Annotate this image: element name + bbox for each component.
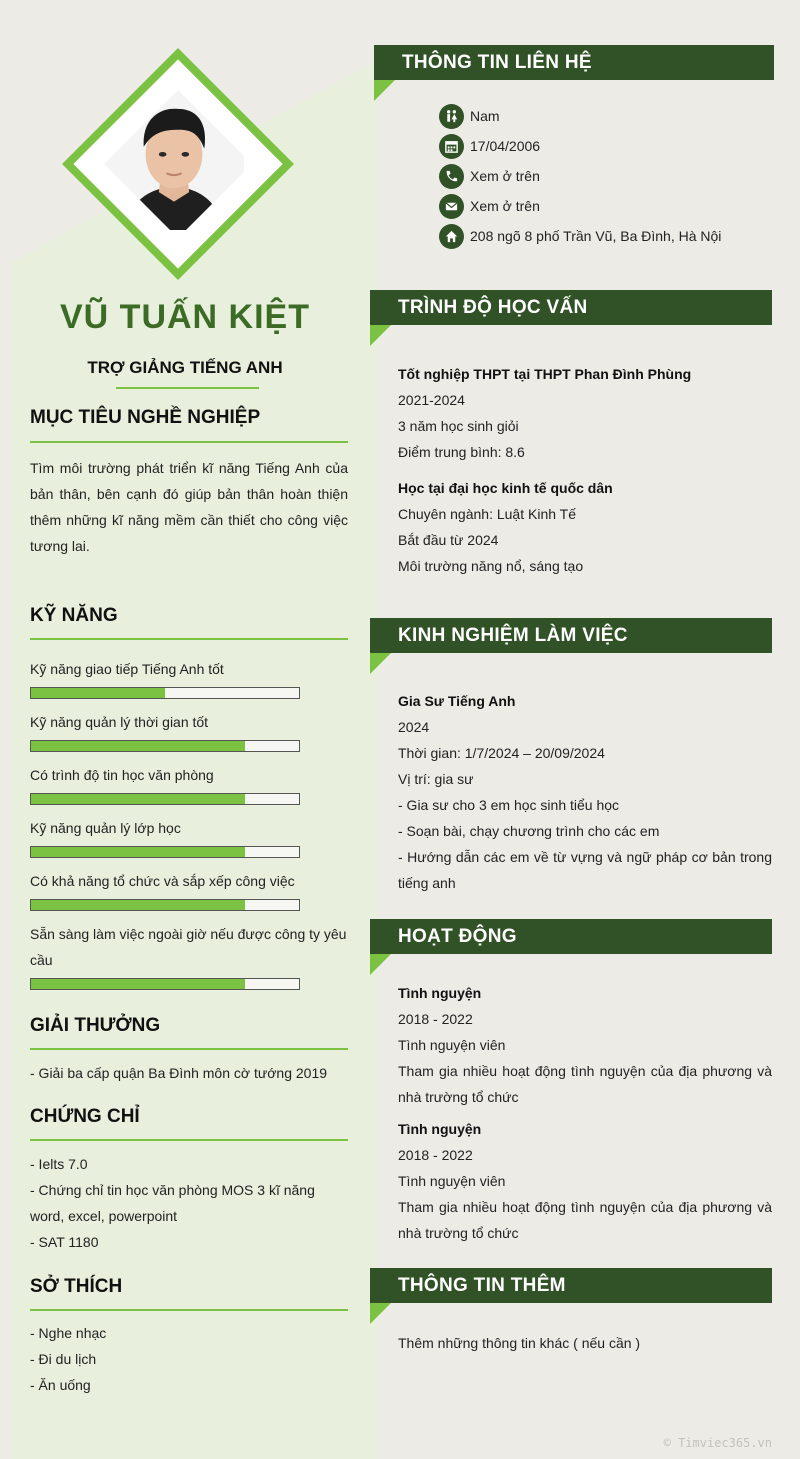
phone-icon	[439, 164, 464, 189]
skill-bar	[30, 978, 300, 990]
contact-header: THÔNG TIN LIÊN HỆ	[374, 45, 774, 80]
education-line: Chuyên ngành: Luật Kinh Tế	[398, 506, 576, 522]
experience-line: - Gia sư cho 3 em học sinh tiểu học	[398, 797, 620, 813]
experience-line: - Soạn bài, chạy chương trình cho các em	[398, 823, 660, 839]
activity-entry	[398, 980, 772, 1110]
activity-heading: Tình nguyện	[398, 985, 482, 1001]
skill-bar	[30, 687, 300, 699]
skill-bar-fill	[31, 900, 245, 910]
certificate-item: - SAT 1180	[30, 1234, 99, 1250]
awards-divider	[30, 1048, 348, 1050]
calendar-icon	[439, 134, 464, 159]
education-entry	[398, 361, 772, 465]
education-entry	[398, 475, 772, 579]
home-icon	[439, 224, 464, 249]
skill-bar	[30, 899, 300, 911]
activity-line: Tham gia nhiều hoạt động tình nguyện của địa phương và nhà trường tổ chức	[398, 1063, 772, 1105]
objective-divider	[30, 441, 348, 443]
experience-header: KINH NGHIỆM LÀM VIỆC	[370, 618, 772, 653]
skill-bar-fill	[31, 847, 245, 857]
contact-header-fold	[374, 80, 395, 101]
activity-line: Tham gia nhiều hoạt động tình nguyện của địa phương và nhà trường tổ chức	[398, 1199, 772, 1241]
education-line: Bắt đầu từ 2024	[398, 532, 499, 548]
experience-line: Vị trí: gia sư	[398, 771, 474, 787]
candidate-name: VŨ TUẤN KIỆT	[60, 298, 310, 336]
email-icon	[439, 194, 464, 219]
additional-header: THÔNG TIN THÊM	[370, 1268, 772, 1303]
additional-text: Thêm những thông tin khác ( nếu cần )	[398, 1335, 641, 1351]
watermark: © Timviec365.vn	[663, 1436, 772, 1450]
experience-heading: Gia Sư Tiếng Anh	[398, 693, 516, 709]
experience-entry	[398, 688, 772, 896]
contact-email-text: Xem ở trên	[470, 198, 540, 214]
contact-phone	[439, 163, 540, 189]
education-header: TRÌNH ĐỘ HỌC VẤN	[370, 290, 772, 325]
education-line: Môi trường năng nổ, sáng tạo	[398, 558, 584, 574]
skill-bar-fill	[31, 794, 245, 804]
skill-bar-fill	[31, 979, 245, 989]
skill-label: Sẵn sàng làm việc ngoài giờ nếu được công ty yêu cầu	[30, 926, 347, 968]
experience-line: 2024	[398, 719, 430, 735]
contact-address-text: 208 ngõ 8 phố Trần Vũ, Ba Đình, Hà Nội	[470, 228, 722, 244]
gender-icon	[439, 104, 464, 129]
skill-bar	[30, 846, 300, 858]
awards-list	[30, 1060, 350, 1086]
contact-phone-text: Xem ở trên	[470, 168, 540, 184]
skill-bar-fill	[31, 688, 165, 698]
education-line: Điểm trung bình: 8.6	[398, 444, 525, 460]
certificate-item: - Ielts 7.0	[30, 1156, 88, 1172]
objective-text: Tìm môi trường phát triển kĩ năng Tiếng Anh của bản thân, bên cạnh đó giúp bản thân hoàn thiện thêm những kĩ năng mềm cần thiết cho công việc tương lai.	[30, 460, 348, 554]
education-line: 3 năm học sinh giỏi	[398, 418, 519, 434]
skill-label: Kỹ năng giao tiếp Tiếng Anh tốt	[30, 661, 224, 677]
hobbies-divider	[30, 1309, 348, 1311]
contact-address	[439, 223, 721, 249]
contact-email	[439, 193, 540, 219]
hobbies-list	[30, 1320, 350, 1398]
skill-label: Kỹ năng quản lý lớp học	[30, 820, 181, 836]
skill-bar	[30, 793, 300, 805]
skill-label: Kỹ năng quản lý thời gian tốt	[30, 714, 209, 730]
award-item: - Giải ba cấp quận Ba Đình môn cờ tướng 2019	[30, 1065, 328, 1081]
contact-birthday	[439, 133, 540, 159]
certificates-divider	[30, 1139, 348, 1141]
activities-header: HOẠT ĐỘNG	[370, 919, 772, 954]
awards-title: GIẢI THƯỞNG	[30, 1015, 161, 1036]
activity-heading: Tình nguyện	[398, 1121, 482, 1137]
experience-header-fold	[370, 653, 391, 674]
certificates-list	[30, 1151, 350, 1255]
experience-line: Thời gian: 1/7/2024 – 20/09/2024	[398, 745, 605, 761]
activities-header-fold	[370, 954, 391, 975]
education-heading: Tốt nghiệp THPT tại THPT Phan Đình Phùng	[398, 366, 692, 382]
activity-entry	[398, 1116, 772, 1246]
education-heading: Học tại đại học kinh tế quốc dân	[398, 480, 613, 496]
job-title-divider	[116, 387, 259, 389]
contact-gender	[439, 103, 500, 129]
job-title: TRỢ GIẢNG TIẾNG ANH	[87, 358, 283, 377]
skill-bar-fill	[31, 741, 245, 751]
hobby-item: - Ăn uống	[30, 1377, 91, 1393]
hobby-item: - Đi du lịch	[30, 1351, 97, 1367]
skill-label: Có trình độ tin học văn phòng	[30, 767, 214, 783]
skill-label: Có khả năng tổ chức và sắp xếp công việc	[30, 873, 295, 889]
activity-line: Tình nguyện viên	[398, 1173, 506, 1189]
experience-line: - Hướng dẫn các em về từ vựng và ngữ pháp cơ bản trong tiếng anh	[398, 849, 772, 891]
hobby-item: - Nghe nhạc	[30, 1325, 107, 1341]
hobbies-title: SỞ THÍCH	[30, 1276, 123, 1297]
skills-title: KỸ NĂNG	[30, 605, 118, 626]
contact-gender-text: Nam	[470, 108, 500, 124]
skills-divider	[30, 638, 348, 640]
activity-line: 2018 - 2022	[398, 1011, 473, 1027]
activity-line: Tình nguyện viên	[398, 1037, 506, 1053]
contact-birthday-text: 17/04/2006	[470, 138, 541, 154]
skill-bar	[30, 740, 300, 752]
certificate-item: - Chứng chỉ tin học văn phòng MOS 3 kĩ năng word, excel, powerpoint	[30, 1182, 315, 1224]
activity-line: 2018 - 2022	[398, 1147, 473, 1163]
education-header-fold	[370, 325, 391, 346]
education-line: 2021-2024	[398, 392, 465, 408]
certificates-title: CHỨNG CHỈ	[30, 1106, 140, 1127]
additional-header-fold	[370, 1303, 391, 1324]
objective-title: MỤC TIÊU NGHỀ NGHIỆP	[30, 407, 261, 428]
